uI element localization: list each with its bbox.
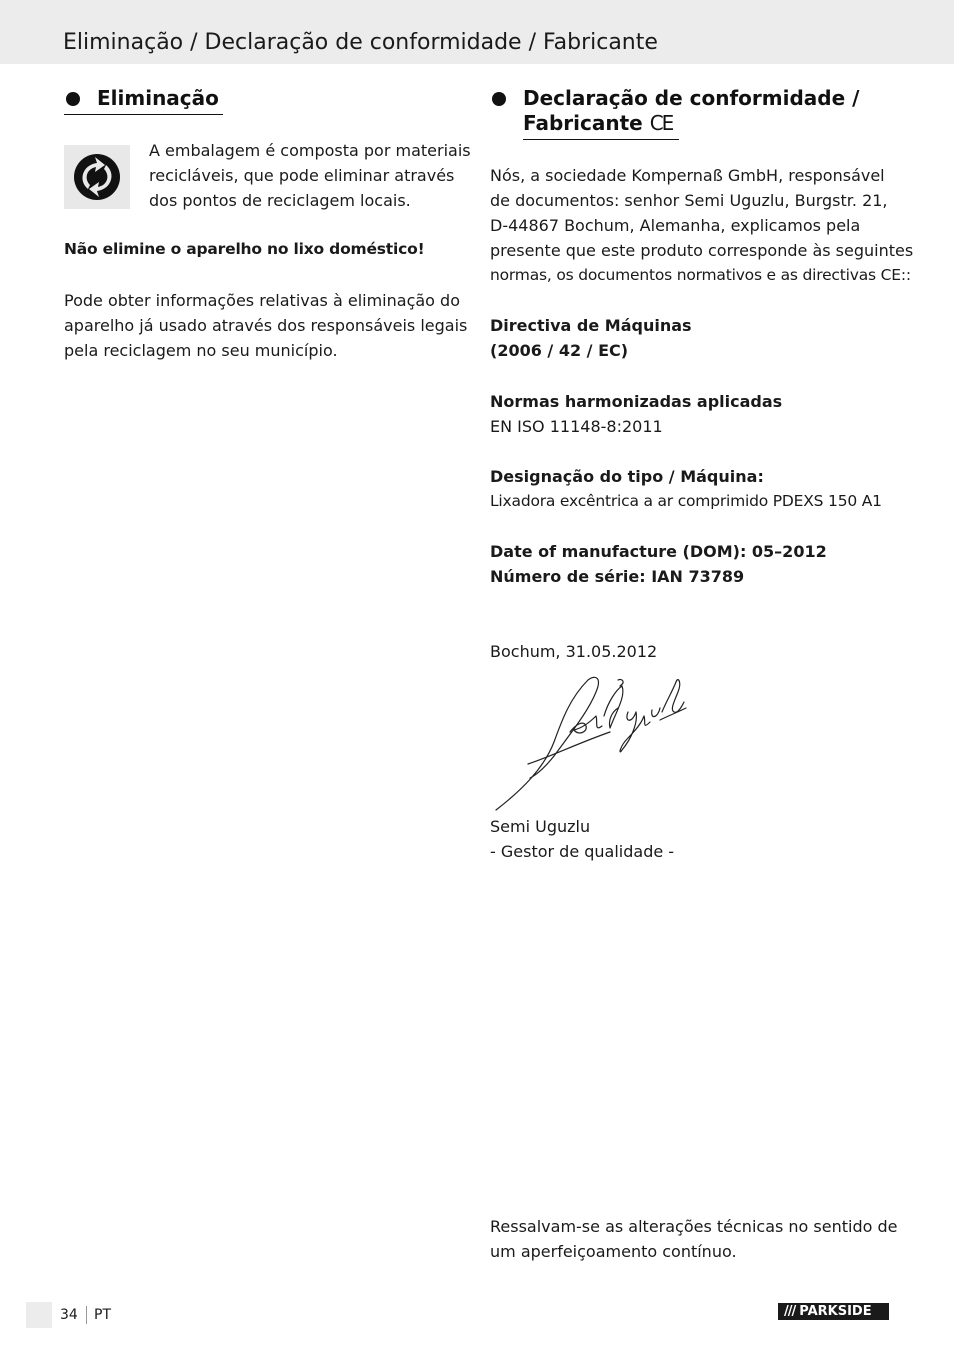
heading-fabricante: Fabricante [523, 111, 643, 135]
manufacture-info [490, 539, 827, 589]
technical-changes-notice [490, 1214, 898, 1264]
language-code: PT [94, 1307, 111, 1323]
disposal-info-text [64, 288, 467, 363]
section-heading-declaration [523, 86, 859, 136]
text-line: pela reciclagem no seu município. [64, 341, 338, 360]
signer-name: Semi Uguzlu [490, 817, 591, 836]
page-title: Eliminação / Declaração de conformidade / Fabricante [63, 30, 658, 55]
text-line: Nós, a sociedade Kompernaß GmbH, responsável [490, 166, 885, 185]
type-value: Lixadora excêntrica a ar comprimido PDEXS 150 A1 [490, 492, 882, 510]
text-line: um aperfeiçoamento contínuo. [490, 1242, 737, 1261]
green-dot-recycling-icon [64, 145, 130, 209]
section-bullet-icon [66, 92, 80, 106]
section-heading-elimination: Eliminação [97, 86, 219, 110]
heading-line [523, 111, 859, 136]
text-line: Pode obter informações relativas à eliminação do [64, 291, 460, 310]
heading-underline [523, 139, 679, 140]
text-line: (2006 / 42 / EC) [490, 341, 629, 360]
text-line: A embalagem é composta por materiais [149, 141, 471, 160]
dom-line: Date of manufacture (DOM): 05–2012 [490, 542, 827, 561]
section-bullet-icon [492, 92, 506, 106]
signer-block [490, 814, 674, 864]
ce-mark-icon: CE [649, 111, 673, 135]
footer-divider [86, 1306, 87, 1324]
declaration-intro [490, 163, 913, 288]
text-line: dos pontos de reciclagem locais. [149, 191, 411, 210]
footer-page-marker [26, 1302, 52, 1328]
page-number: 34 [60, 1307, 78, 1323]
text-line: de documentos: senhor Semi Uguzlu, Burgstr. 21, [490, 191, 888, 210]
serial-line: Número de série: IAN 73789 [490, 567, 745, 586]
heading-underline [64, 114, 223, 115]
norms-label: Normas harmonizadas aplicadas [490, 392, 783, 411]
parkside-logo [778, 1303, 889, 1320]
text-line: presente que este produto corresponde às seguintes [490, 241, 914, 260]
text-line: aparelho já usado através dos responsáveis legais [64, 316, 468, 335]
text-line: Directiva de Máquinas [490, 316, 692, 335]
text-line: D-44867 Bochum, Alemanha, explicamos pela [490, 216, 861, 235]
signature [492, 672, 692, 814]
signer-role: - Gestor de qualidade - [490, 842, 675, 861]
place-date: Bochum, 31.05.2012 [490, 642, 658, 661]
harmonized-norms [490, 389, 782, 439]
packaging-text [149, 138, 471, 213]
logo-slashes: /// [784, 1304, 796, 1319]
type-label: Designação do tipo / Máquina: [490, 467, 764, 486]
type-designation [490, 464, 882, 514]
text-line: Ressalvam-se as alterações técnicas no sentido de [490, 1217, 898, 1236]
norms-value: EN ISO 11148-8:2011 [490, 417, 663, 436]
text-line: normas, os documentos normativos e as directivas CE:: [490, 266, 911, 284]
brand-name: PARKSIDE [799, 1304, 872, 1319]
disposal-warning: Não elimine o aparelho no lixo doméstico! [64, 240, 425, 258]
heading-line: Declaração de conformidade / [523, 86, 860, 110]
machinery-directive [490, 313, 692, 363]
text-line: recicláveis, que pode eliminar através [149, 166, 455, 185]
